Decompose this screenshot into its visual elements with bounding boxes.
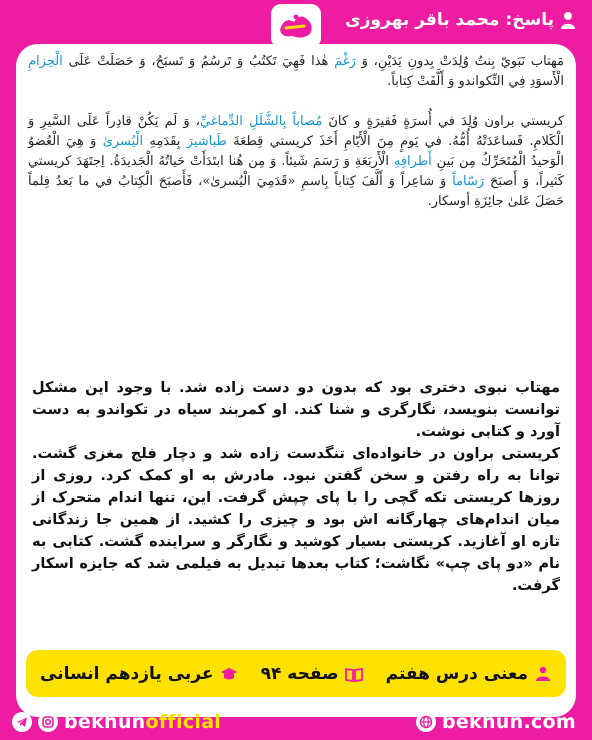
arabic-text xyxy=(28,52,564,212)
website-link[interactable] xyxy=(416,711,576,733)
lesson-info-bar xyxy=(26,650,566,697)
arabic-segment: وَ شاعِراً وَ أَلَّفَ كِتاباً بِاسمِ «قَدَمِيَ الْيُسرىٰ»، فَأَصبَحَ الْكِتابُ في ما بَعدُ فِلماً حَصَلَ عَلىٰ جائِزَةِ أوسكار. xyxy=(28,174,564,209)
page-label: صفحه ۹۴ xyxy=(260,663,339,684)
lesson-item xyxy=(386,664,552,684)
teacher-icon xyxy=(534,666,552,682)
arabic-segment: كريستي براون وُلِدَ في أُسرَةٍ فَقيرَةٍ و كانَ xyxy=(322,114,565,129)
graduation-cap-icon xyxy=(220,666,238,682)
highlighted-word: رَسّاماً xyxy=(452,174,485,189)
arabic-segment: ، وَ لَم يَكُنْ قادِراً عَلَى السَّيرِ وَ الْكَلامِ. فَساعَدَتْهُ أُمُّهُ. في يَومٍ مِنَ الْأَيّامِ أَخَذَ كريستي قِطعَةَ xyxy=(28,114,565,149)
highlighted-word: أَطرافِهِ xyxy=(393,154,432,169)
brand-accent: official xyxy=(145,711,222,733)
arabic-segment: بِقَدَمِهِ xyxy=(143,134,187,149)
header xyxy=(0,0,592,44)
book-item xyxy=(40,664,237,684)
arabic-segment: الْأَسوَدِ فِي التِّكواندو وَ أَلَّفَتْ كِتاباً. xyxy=(387,74,564,89)
book-label: عربی یازدهم انسانی xyxy=(40,663,214,684)
arabic-paragraph-1 xyxy=(28,52,564,92)
globe-icon xyxy=(416,712,436,732)
highlighted-word: بِالشَّلَلِ الدِّماغيِّ xyxy=(199,114,287,129)
persian-paragraph-1: مهتاب نبوی دختری بود که بدون دو دست زاده شد. با وجود این مشکل توانست بنویسد، نگارگری و شنا کند. او کمربند سیاه در تکواندو به دست آورد و کتابی نوشت. xyxy=(32,379,560,440)
lesson-label: معنی درس هفتم xyxy=(385,663,528,684)
book-icon xyxy=(345,666,363,682)
arabic-segment: الْأَربَعَةِ وَ رَسَمَ شَيئاً. وَ مِن هُنا ابتَدَأَتْ حَياتُهُ الْجَديدَةُ. اِجتَهَدَ كريستي كَثيراً، وَ أَصبَحَ xyxy=(28,154,564,189)
telegram-icon[interactable] xyxy=(12,712,32,732)
brand-main: bekhun xyxy=(64,711,146,733)
content-card xyxy=(16,44,576,717)
instagram-icon[interactable] xyxy=(38,712,58,732)
logo-badge[interactable] xyxy=(271,4,321,48)
arabic-segment: مَهتاب نَبَويّ بِنتٌ وُلِدَتْ بِدونِ يَدَيْنِ، وَ xyxy=(355,54,564,69)
social-handle[interactable] xyxy=(12,711,221,733)
logo-icon xyxy=(274,8,318,44)
page-item xyxy=(261,664,363,684)
highlighted-word: رَغْمَ xyxy=(334,54,356,69)
persian-paragraph-2: کریستی براون در خانواده‌ای تنگدست زاده شد و دچار فلج مغزی گشت. توانا به راه رفتن و سخن گفتن نبود. مادرش به او کمک کرد. روزی از روزها کریستی تکه گچی را با پای چپش گرفت. این، تنها اندام متحرک از میان اندام‌های چهارگانه اش بود و چیزی را کشید. از همین جا زندگانی تازه او آغازید. کریستی بسیار کوشید و نگارگر و سراینده گشت. کتابی به نام «دو پای چپ» نگاشت؛ کتاب بعدها تبدیل به فیلمی شد که جایزه اسکار گرفت. xyxy=(32,445,560,594)
arabic-segment: هٰذا فَهِيَ تَكتُبُ وَ تَرسُمُ وَ تَسبَحُ، وَ حَصَلَتْ عَلَى xyxy=(62,54,335,69)
answer-label: پاسخ: محمد باقر بهروزی xyxy=(345,10,554,30)
highlighted-word: الْحِزامِ xyxy=(28,54,63,69)
arabic-segment: وَ هِيَ الْعُضوُ الْوَحيدُ الْمُتَحَرِّكُ مِن بَينِ xyxy=(28,134,565,169)
highlighted-word: مُصاباً xyxy=(292,114,323,129)
answer-credit xyxy=(345,10,576,30)
highlighted-word: طَباشيرَ xyxy=(186,134,227,149)
website-url: bekhun.com xyxy=(441,711,576,733)
persian-translation xyxy=(32,377,560,597)
brand-handle xyxy=(64,711,221,733)
arabic-paragraph-2 xyxy=(28,112,564,212)
person-icon xyxy=(560,11,576,29)
highlighted-word: الْيُسرىٰ xyxy=(102,134,144,149)
bottom-bar xyxy=(0,706,592,740)
